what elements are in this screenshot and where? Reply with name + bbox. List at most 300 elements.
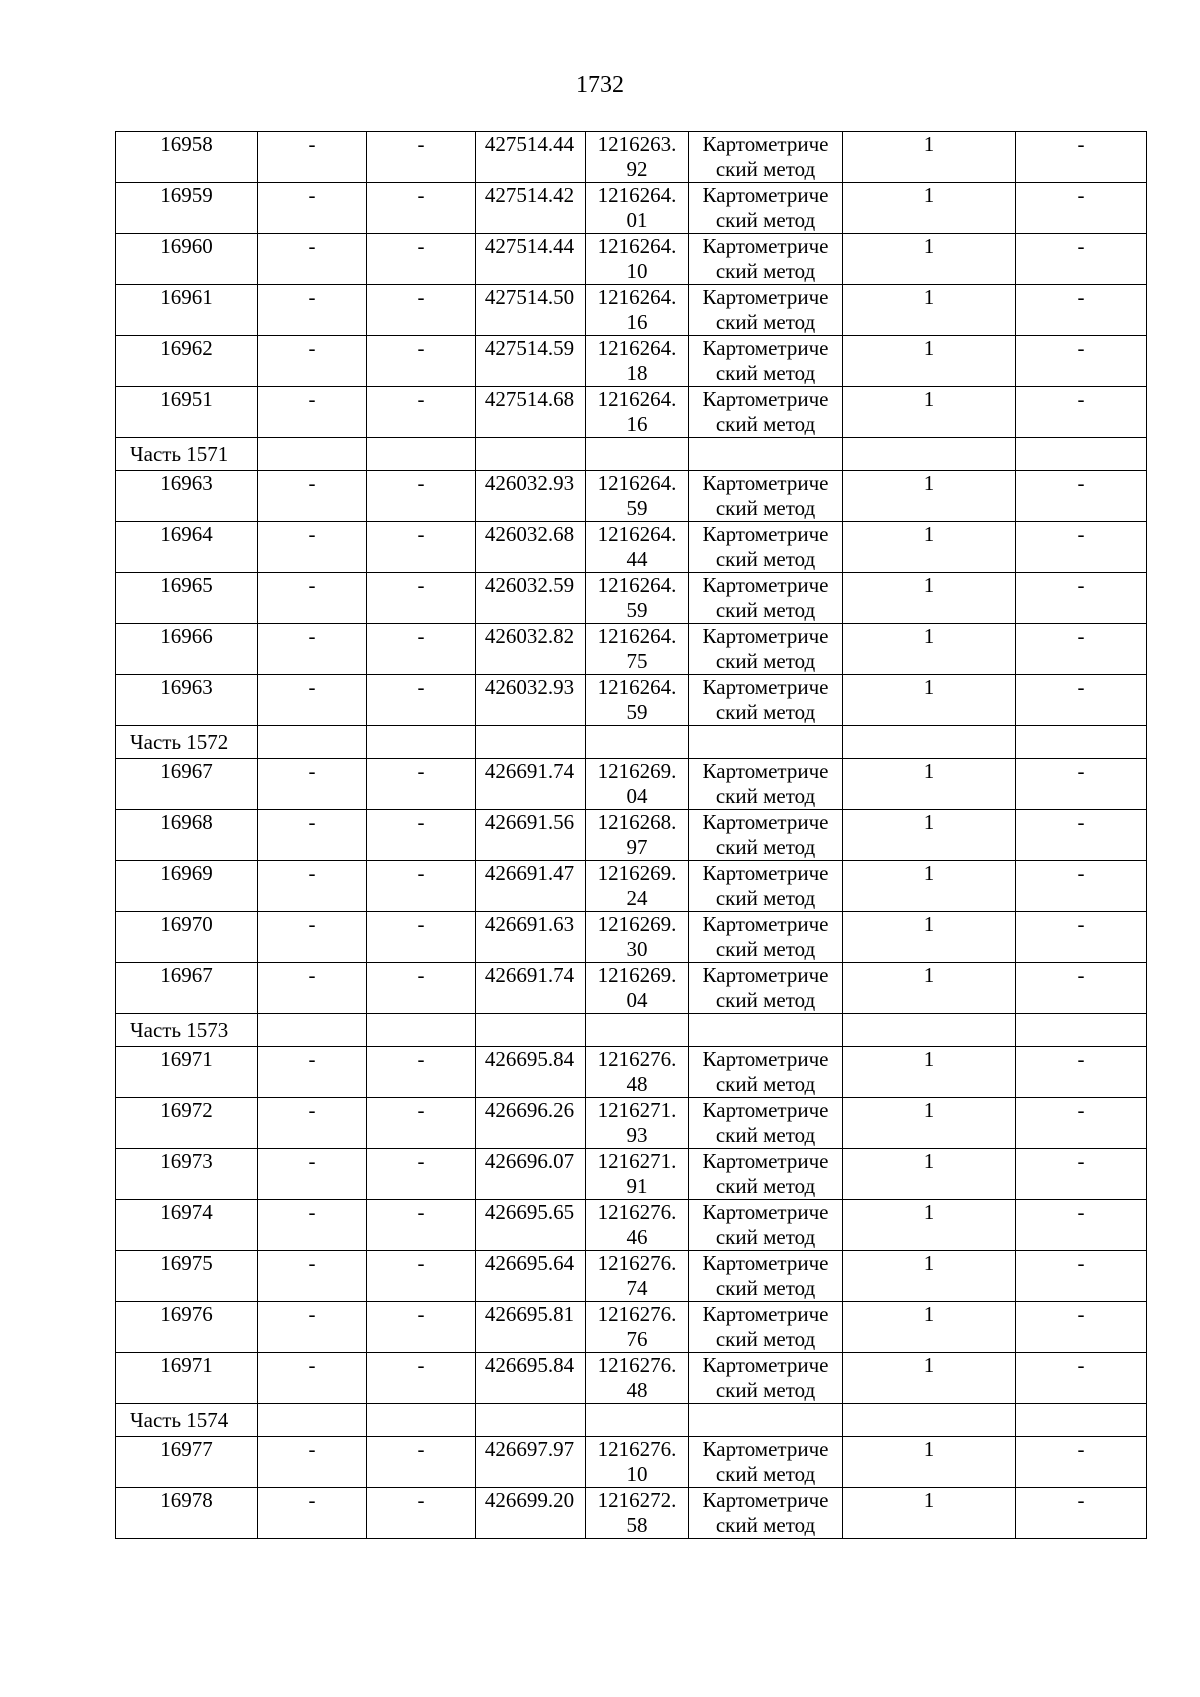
table-row (116, 963, 1147, 1014)
description-cell: - (1016, 1149, 1147, 1200)
table-row (116, 234, 1147, 285)
method-cell (689, 336, 843, 387)
empty-cell (689, 1404, 843, 1437)
method-line2: ский метод (715, 1462, 816, 1486)
x-coordinate-cell: 426695.64 (476, 1251, 586, 1302)
y-coordinate-cell (586, 1200, 689, 1251)
description-cell: - (1016, 912, 1147, 963)
point-name-cell: 16975 (116, 1251, 258, 1302)
table-row (116, 1302, 1147, 1353)
dash-cell: - (367, 759, 476, 810)
part-header-row (116, 1404, 1147, 1437)
dash-cell: - (367, 522, 476, 573)
dash-cell: - (367, 1302, 476, 1353)
method-cell (689, 1251, 843, 1302)
point-name-cell: 16967 (116, 963, 258, 1014)
dash-cell: - (258, 1149, 367, 1200)
method-line2: ский метод (715, 1225, 816, 1249)
table-row (116, 1149, 1147, 1200)
y-coordinate-cell (586, 1353, 689, 1404)
y-coordinate-cell (586, 912, 689, 963)
dash-cell: - (258, 183, 367, 234)
description-cell: - (1016, 573, 1147, 624)
point-name-cell: 16963 (116, 471, 258, 522)
x-coordinate-cell: 426691.47 (476, 861, 586, 912)
method-line1: Картометриче (702, 1488, 829, 1512)
method-cell (689, 1353, 843, 1404)
method-line2: ский метод (715, 598, 816, 622)
table-row (116, 759, 1147, 810)
description-cell: - (1016, 285, 1147, 336)
accuracy-cell: 1 (843, 624, 1016, 675)
y-coordinate-cell (586, 285, 689, 336)
method-line1: Картометриче (702, 573, 829, 597)
table-row (116, 1251, 1147, 1302)
y-coordinate-part1: 1216268. (597, 810, 677, 834)
method-line1: Картометриче (702, 624, 829, 648)
empty-cell (689, 1014, 843, 1047)
y-coordinate-part2: 48 (626, 1072, 648, 1096)
y-coordinate-part2: 10 (626, 1462, 648, 1486)
description-cell: - (1016, 624, 1147, 675)
method-line1: Картометриче (702, 1437, 829, 1461)
method-cell (689, 1047, 843, 1098)
table-row (116, 861, 1147, 912)
description-cell: - (1016, 1047, 1147, 1098)
table-row (116, 1200, 1147, 1251)
y-coordinate-cell (586, 1149, 689, 1200)
x-coordinate-cell: 426032.82 (476, 624, 586, 675)
dash-cell: - (258, 471, 367, 522)
y-coordinate-cell (586, 759, 689, 810)
method-cell (689, 285, 843, 336)
empty-cell (586, 1014, 689, 1047)
empty-cell (586, 726, 689, 759)
y-coordinate-cell (586, 336, 689, 387)
method-line1: Картометриче (702, 471, 829, 495)
method-line1: Картометриче (702, 522, 829, 546)
dash-cell: - (258, 624, 367, 675)
accuracy-cell: 1 (843, 861, 1016, 912)
y-coordinate-part2: 59 (626, 598, 648, 622)
dash-cell: - (258, 1353, 367, 1404)
table-row (116, 1098, 1147, 1149)
method-line1: Картометриче (702, 963, 829, 987)
method-line1: Картометриче (702, 336, 829, 360)
accuracy-cell: 1 (843, 336, 1016, 387)
y-coordinate-part2: 24 (626, 886, 648, 910)
y-coordinate-cell (586, 810, 689, 861)
method-cell (689, 1302, 843, 1353)
y-coordinate-part1: 1216264. (597, 285, 677, 309)
empty-cell (689, 726, 843, 759)
y-coordinate-part1: 1216272. (597, 1488, 677, 1512)
y-coordinate-part1: 1216271. (597, 1098, 677, 1122)
method-cell (689, 861, 843, 912)
y-coordinate-part2: 48 (626, 1378, 648, 1402)
point-name-cell: 16965 (116, 573, 258, 624)
dash-cell: - (367, 675, 476, 726)
empty-cell (476, 1014, 586, 1047)
accuracy-cell: 1 (843, 963, 1016, 1014)
method-line2: ский метод (715, 1123, 816, 1147)
method-line2: ский метод (715, 412, 816, 436)
dash-cell: - (258, 1047, 367, 1098)
method-line2: ский метод (715, 547, 816, 571)
method-line1: Картометриче (702, 1200, 829, 1224)
point-name-cell: 16961 (116, 285, 258, 336)
method-line1: Картометриче (702, 759, 829, 783)
description-cell: - (1016, 1251, 1147, 1302)
method-line1: Картометриче (702, 285, 829, 309)
page-number: 1732 (576, 72, 624, 98)
method-line2: ский метод (715, 496, 816, 520)
dash-cell: - (258, 861, 367, 912)
dash-cell: - (367, 132, 476, 183)
y-coordinate-part2: 16 (626, 412, 648, 436)
empty-cell (476, 1404, 586, 1437)
description-cell: - (1016, 963, 1147, 1014)
point-name-cell: 16963 (116, 675, 258, 726)
x-coordinate-cell: 426697.97 (476, 1437, 586, 1488)
empty-cell (367, 726, 476, 759)
y-coordinate-part2: 04 (626, 988, 648, 1012)
y-coordinate-part1: 1216271. (597, 1149, 677, 1173)
table-row (116, 1047, 1147, 1098)
accuracy-cell: 1 (843, 675, 1016, 726)
empty-cell (476, 438, 586, 471)
x-coordinate-cell: 427514.50 (476, 285, 586, 336)
y-coordinate-part2: 58 (626, 1513, 648, 1537)
dash-cell: - (258, 132, 367, 183)
dash-cell: - (367, 573, 476, 624)
y-coordinate-part1: 1216276. (597, 1437, 677, 1461)
empty-cell (367, 1014, 476, 1047)
table-row (116, 336, 1147, 387)
table-row (116, 285, 1147, 336)
y-coordinate-part1: 1216263. (597, 132, 677, 156)
method-cell (689, 1488, 843, 1539)
x-coordinate-cell: 426691.74 (476, 759, 586, 810)
y-coordinate-part1: 1216276. (597, 1353, 677, 1377)
part-label: Часть 1571 (116, 438, 258, 471)
y-coordinate-part1: 1216269. (597, 912, 677, 936)
dash-cell: - (367, 1353, 476, 1404)
description-cell: - (1016, 810, 1147, 861)
method-line2: ский метод (715, 1174, 816, 1198)
part-header-row (116, 726, 1147, 759)
x-coordinate-cell: 427514.44 (476, 132, 586, 183)
dash-cell: - (258, 336, 367, 387)
y-coordinate-part2: 59 (626, 700, 648, 724)
y-coordinate-part2: 30 (626, 937, 648, 961)
y-coordinate-part1: 1216276. (597, 1047, 677, 1071)
method-cell (689, 522, 843, 573)
method-line1: Картометриче (702, 861, 829, 885)
dash-cell: - (258, 285, 367, 336)
method-cell (689, 1200, 843, 1251)
empty-cell (1016, 1404, 1147, 1437)
point-name-cell: 16966 (116, 624, 258, 675)
y-coordinate-part2: 75 (626, 649, 648, 673)
x-coordinate-cell: 426691.56 (476, 810, 586, 861)
table-row (116, 1488, 1147, 1539)
empty-cell (367, 1404, 476, 1437)
accuracy-cell: 1 (843, 912, 1016, 963)
table-row (116, 471, 1147, 522)
method-cell (689, 183, 843, 234)
dash-cell: - (258, 675, 367, 726)
dash-cell: - (367, 1098, 476, 1149)
method-cell (689, 471, 843, 522)
part-label: Часть 1574 (116, 1404, 258, 1437)
accuracy-cell: 1 (843, 1200, 1016, 1251)
method-line2: ский метод (715, 1327, 816, 1351)
dash-cell: - (258, 810, 367, 861)
dash-cell: - (367, 387, 476, 438)
y-coordinate-part1: 1216264. (597, 234, 677, 258)
method-line2: ский метод (715, 361, 816, 385)
y-coordinate-part2: 74 (626, 1276, 648, 1300)
accuracy-cell: 1 (843, 1353, 1016, 1404)
method-cell (689, 234, 843, 285)
method-cell (689, 624, 843, 675)
x-coordinate-cell: 426695.84 (476, 1047, 586, 1098)
table-row (116, 810, 1147, 861)
y-coordinate-cell (586, 624, 689, 675)
dash-cell: - (367, 624, 476, 675)
x-coordinate-cell: 427514.59 (476, 336, 586, 387)
x-coordinate-cell: 426695.65 (476, 1200, 586, 1251)
accuracy-cell: 1 (843, 522, 1016, 573)
table-row (116, 387, 1147, 438)
accuracy-cell: 1 (843, 1251, 1016, 1302)
description-cell: - (1016, 861, 1147, 912)
method-line2: ский метод (715, 937, 816, 961)
y-coordinate-part1: 1216276. (597, 1200, 677, 1224)
empty-cell (1016, 1014, 1147, 1047)
x-coordinate-cell: 426696.07 (476, 1149, 586, 1200)
method-line2: ский метод (715, 784, 816, 808)
empty-cell (586, 1404, 689, 1437)
point-name-cell: 16978 (116, 1488, 258, 1539)
x-coordinate-cell: 426696.26 (476, 1098, 586, 1149)
description-cell: - (1016, 387, 1147, 438)
method-cell (689, 573, 843, 624)
method-line1: Картометриче (702, 1149, 829, 1173)
point-name-cell: 16974 (116, 1200, 258, 1251)
dash-cell: - (258, 234, 367, 285)
dash-cell: - (367, 336, 476, 387)
table-row (116, 522, 1147, 573)
method-line1: Картометриче (702, 132, 829, 156)
method-line2: ский метод (715, 1276, 816, 1300)
table-body (116, 132, 1147, 1539)
y-coordinate-part2: 93 (626, 1123, 648, 1147)
method-line2: ский метод (715, 310, 816, 334)
point-name-cell: 16958 (116, 132, 258, 183)
dash-cell: - (367, 861, 476, 912)
method-line2: ский метод (715, 886, 816, 910)
method-line2: ский метод (715, 1072, 816, 1096)
y-coordinate-part1: 1216264. (597, 522, 677, 546)
empty-cell (689, 438, 843, 471)
dash-cell: - (367, 1251, 476, 1302)
part-header-row (116, 1014, 1147, 1047)
accuracy-cell: 1 (843, 1047, 1016, 1098)
dash-cell: - (367, 285, 476, 336)
y-coordinate-part1: 1216269. (597, 759, 677, 783)
accuracy-cell: 1 (843, 1098, 1016, 1149)
method-line2: ский метод (715, 157, 816, 181)
description-cell: - (1016, 759, 1147, 810)
point-name-cell: 16959 (116, 183, 258, 234)
point-name-cell: 16971 (116, 1047, 258, 1098)
method-line2: ский метод (715, 1513, 816, 1537)
y-coordinate-part2: 18 (626, 361, 648, 385)
accuracy-cell: 1 (843, 234, 1016, 285)
empty-cell (258, 1404, 367, 1437)
description-cell: - (1016, 132, 1147, 183)
x-coordinate-cell: 426032.68 (476, 522, 586, 573)
y-coordinate-part2: 92 (626, 157, 648, 181)
description-cell: - (1016, 1488, 1147, 1539)
y-coordinate-cell (586, 1437, 689, 1488)
y-coordinate-part1: 1216269. (597, 861, 677, 885)
y-coordinate-cell (586, 183, 689, 234)
accuracy-cell: 1 (843, 1149, 1016, 1200)
y-coordinate-cell (586, 861, 689, 912)
y-coordinate-part2: 97 (626, 835, 648, 859)
method-line1: Картометриче (702, 675, 829, 699)
empty-cell (258, 438, 367, 471)
table-row (116, 1353, 1147, 1404)
method-line1: Картометриче (702, 1098, 829, 1122)
point-name-cell: 16960 (116, 234, 258, 285)
y-coordinate-part2: 46 (626, 1225, 648, 1249)
description-cell: - (1016, 1437, 1147, 1488)
x-coordinate-cell: 426032.93 (476, 675, 586, 726)
y-coordinate-part2: 04 (626, 784, 648, 808)
accuracy-cell: 1 (843, 285, 1016, 336)
table-row (116, 912, 1147, 963)
table-row (116, 183, 1147, 234)
dash-cell: - (258, 759, 367, 810)
point-name-cell: 16969 (116, 861, 258, 912)
y-coordinate-part1: 1216276. (597, 1251, 677, 1275)
y-coordinate-cell (586, 387, 689, 438)
accuracy-cell: 1 (843, 132, 1016, 183)
x-coordinate-cell: 426699.20 (476, 1488, 586, 1539)
empty-cell (843, 1404, 1016, 1437)
accuracy-cell: 1 (843, 1437, 1016, 1488)
accuracy-cell: 1 (843, 759, 1016, 810)
method-line1: Картометриче (702, 810, 829, 834)
accuracy-cell: 1 (843, 387, 1016, 438)
y-coordinate-cell (586, 1251, 689, 1302)
part-header-row (116, 438, 1147, 471)
y-coordinate-cell (586, 1488, 689, 1539)
method-line1: Картометриче (702, 912, 829, 936)
y-coordinate-part1: 1216264. (597, 183, 677, 207)
y-coordinate-cell (586, 675, 689, 726)
table-row (116, 624, 1147, 675)
method-cell (689, 963, 843, 1014)
y-coordinate-cell (586, 1098, 689, 1149)
x-coordinate-cell: 427514.68 (476, 387, 586, 438)
method-line2: ский метод (715, 700, 816, 724)
dash-cell: - (258, 387, 367, 438)
y-coordinate-part1: 1216264. (597, 387, 677, 411)
table-row (116, 675, 1147, 726)
dash-cell: - (258, 963, 367, 1014)
y-coordinate-part2: 16 (626, 310, 648, 334)
description-cell: - (1016, 1302, 1147, 1353)
dash-cell: - (258, 522, 367, 573)
method-line1: Картометриче (702, 387, 829, 411)
method-line2: ский метод (715, 835, 816, 859)
y-coordinate-part1: 1216264. (597, 336, 677, 360)
accuracy-cell: 1 (843, 573, 1016, 624)
dash-cell: - (258, 1200, 367, 1251)
description-cell: - (1016, 183, 1147, 234)
dash-cell: - (367, 912, 476, 963)
method-line1: Картометриче (702, 1047, 829, 1071)
dash-cell: - (367, 1200, 476, 1251)
method-cell (689, 387, 843, 438)
y-coordinate-cell (586, 963, 689, 1014)
method-cell (689, 1437, 843, 1488)
y-coordinate-part2: 01 (626, 208, 648, 232)
empty-cell (843, 1014, 1016, 1047)
empty-cell (1016, 438, 1147, 471)
empty-cell (258, 726, 367, 759)
dash-cell: - (367, 963, 476, 1014)
method-line2: ский метод (715, 208, 816, 232)
dash-cell: - (258, 912, 367, 963)
method-line1: Картометриче (702, 234, 829, 258)
table-row (116, 132, 1147, 183)
description-cell: - (1016, 522, 1147, 573)
point-name-cell: 16967 (116, 759, 258, 810)
y-coordinate-cell (586, 522, 689, 573)
x-coordinate-cell: 427514.42 (476, 183, 586, 234)
point-name-cell: 16968 (116, 810, 258, 861)
point-name-cell: 16962 (116, 336, 258, 387)
method-cell (689, 912, 843, 963)
method-cell (689, 675, 843, 726)
x-coordinate-cell: 427514.44 (476, 234, 586, 285)
method-line1: Картометриче (702, 1251, 829, 1275)
y-coordinate-part1: 1216264. (597, 471, 677, 495)
point-name-cell: 16977 (116, 1437, 258, 1488)
method-line1: Картометриче (702, 1302, 829, 1326)
description-cell: - (1016, 1098, 1147, 1149)
description-cell: - (1016, 1200, 1147, 1251)
y-coordinate-cell (586, 1047, 689, 1098)
empty-cell (476, 726, 586, 759)
point-name-cell: 16970 (116, 912, 258, 963)
empty-cell (258, 1014, 367, 1047)
accuracy-cell: 1 (843, 471, 1016, 522)
x-coordinate-cell: 426695.81 (476, 1302, 586, 1353)
method-line2: ский метод (715, 259, 816, 283)
table-row (116, 573, 1147, 624)
y-coordinate-part2: 76 (626, 1327, 648, 1351)
point-name-cell: 16971 (116, 1353, 258, 1404)
method-line2: ский метод (715, 649, 816, 673)
dash-cell: - (367, 183, 476, 234)
